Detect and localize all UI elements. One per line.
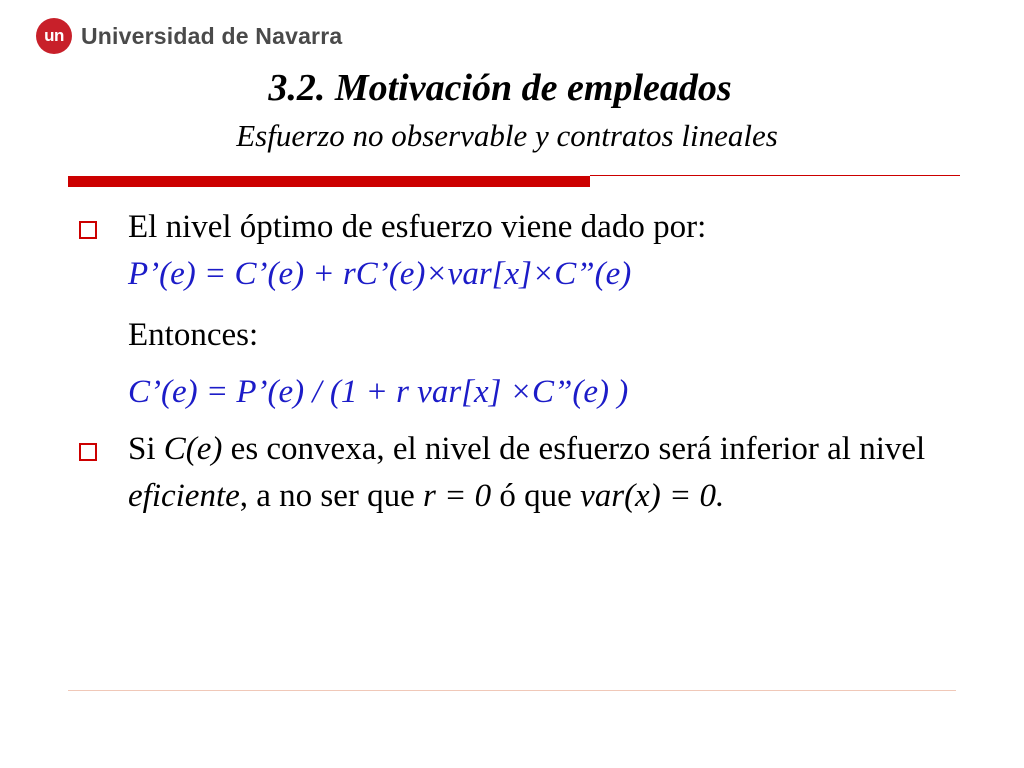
variance-zero-term: var(x) = 0. <box>580 478 725 514</box>
text-segment: es convexa, el nivel de esfuerzo será inferior al nivel <box>222 431 926 467</box>
title-rule-thick <box>68 176 590 187</box>
text-segment: Si <box>128 431 164 467</box>
logo-text: Universidad de Navarra <box>81 22 343 49</box>
then-label: Entonces: <box>128 317 259 353</box>
bullet-text: El nivel óptimo de esfuerzo viene dado por: <box>128 209 707 245</box>
bullet-paragraph <box>128 426 956 520</box>
slide-title: 3.2. Motivación de empleados <box>268 67 732 109</box>
slide-content <box>76 204 956 520</box>
title-rule-thin <box>590 175 960 176</box>
cost-function-term: C(e) <box>163 431 223 467</box>
efficient-term: eficiente <box>128 478 240 514</box>
square-bullet-icon <box>79 221 97 239</box>
formula-cost-derivative: C’(e) = P’(e) / (1 + r var[x] ×C”(e) ) <box>128 374 629 410</box>
bullet-item-1 <box>76 204 956 298</box>
r-zero-term: r = 0 <box>423 478 492 514</box>
university-logo <box>36 16 342 56</box>
logo-mark: un <box>36 18 72 54</box>
formula-marginal-condition: P’(e) = C’(e) + rC’(e)×var[x]×C”(e) <box>128 256 632 292</box>
text-segment: ó que <box>491 478 581 514</box>
footer-rule <box>68 690 956 691</box>
slide-subtitle: Esfuerzo no observable y contratos lineales <box>236 118 778 153</box>
square-bullet-icon <box>79 443 97 461</box>
bullet-item-2 <box>76 426 956 520</box>
text-segment: , a no ser que <box>239 478 424 514</box>
